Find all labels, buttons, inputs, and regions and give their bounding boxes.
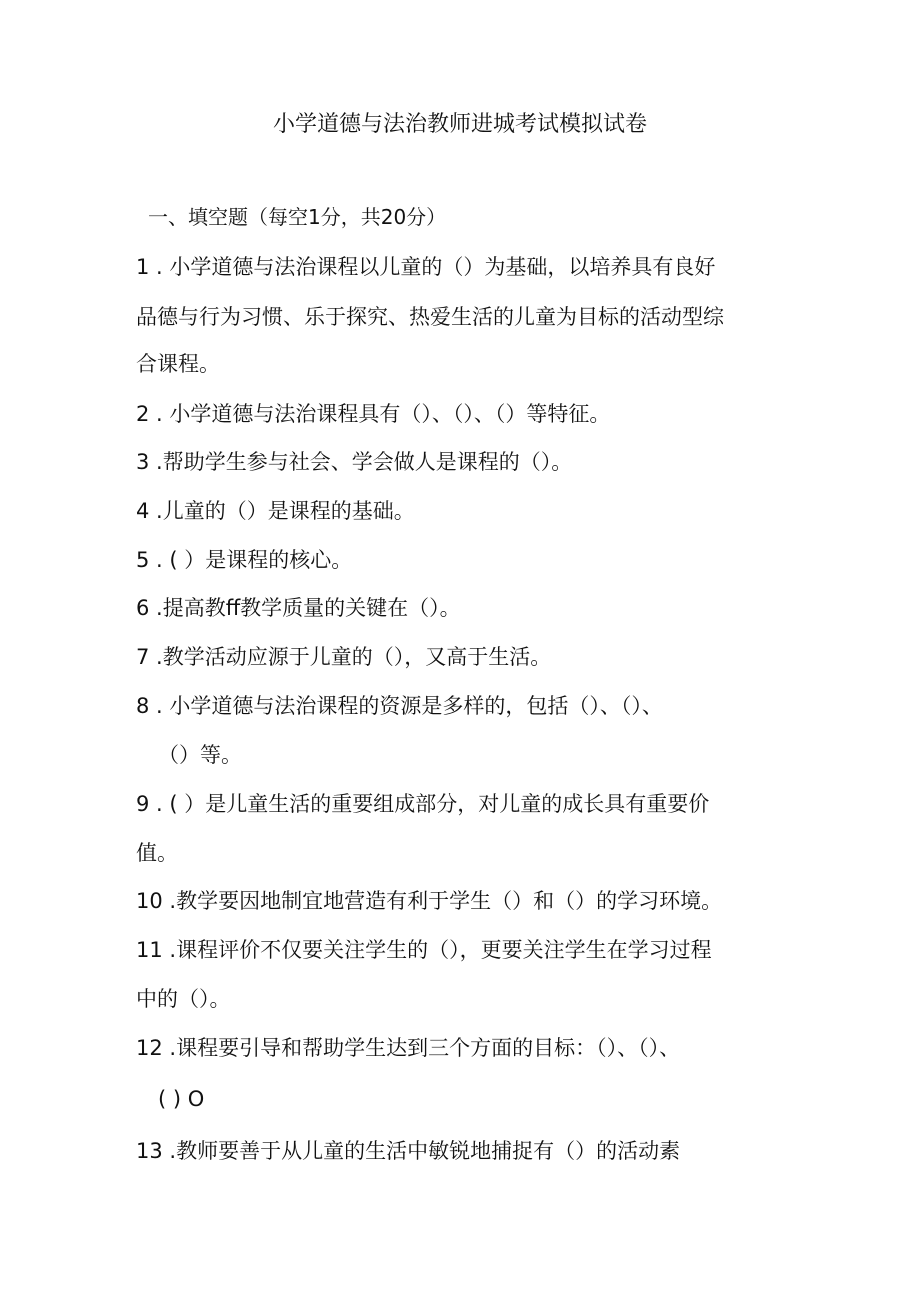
question-line: 10 .教学要因地制宜地营造有利于学生（）和（）的学习环境。 bbox=[136, 889, 723, 913]
question-line: 中的（）。 bbox=[136, 987, 231, 1011]
question-line: （）等。 bbox=[158, 743, 242, 767]
question-line: 合课程。 bbox=[136, 352, 220, 376]
section-heading: 一、填空题（每空1分，共20分） bbox=[148, 205, 447, 229]
question-line: 11 .课程评价不仅要关注学生的（），更要关注学生在学习过程 bbox=[136, 938, 712, 962]
question-line: 9 . ( ）是儿童生活的重要组成部分，对儿童的成长具有重要价 bbox=[136, 792, 710, 816]
question-line: 7 .教学活动应源于儿童的（），又高于生活。 bbox=[136, 645, 552, 669]
page-title: 小学道德与法治教师进城考试模拟试卷 bbox=[272, 112, 647, 137]
question-line: 6 .提高教ff教学质量的关键在（）。 bbox=[136, 596, 461, 620]
question-line: 3 .帮助学生参与社会、学会做人是课程的（）。 bbox=[136, 450, 573, 474]
question-line: 8 . 小学道德与法治课程的资源是多样的，包括（）、（）、 bbox=[136, 694, 663, 718]
question-line: 13 .教师要善于从儿童的生活中敏锐地捕捉有（）的活动素 bbox=[136, 1139, 681, 1163]
question-line: 品德与行为习惯、乐于探究、热爱生活的儿童为目标的活动型综 bbox=[136, 305, 724, 329]
question-line: 12 .课程要引导和帮助学生达到三个方面的目标：（）、（）、 bbox=[136, 1036, 681, 1060]
question-line: 值。 bbox=[136, 841, 178, 865]
question-line: 2 . 小学道德与法治课程具有（）、（）、（）等特征。 bbox=[136, 402, 611, 426]
question-line: 4 .儿童的（）是课程的基础。 bbox=[136, 499, 415, 523]
question-line: ( ) O bbox=[158, 1087, 205, 1111]
question-line: 1 . 小学道德与法治课程以儿童的（）为基础，以培养具有良好 bbox=[136, 255, 716, 279]
question-line: 5 . ( ）是课程的核心。 bbox=[136, 548, 353, 572]
